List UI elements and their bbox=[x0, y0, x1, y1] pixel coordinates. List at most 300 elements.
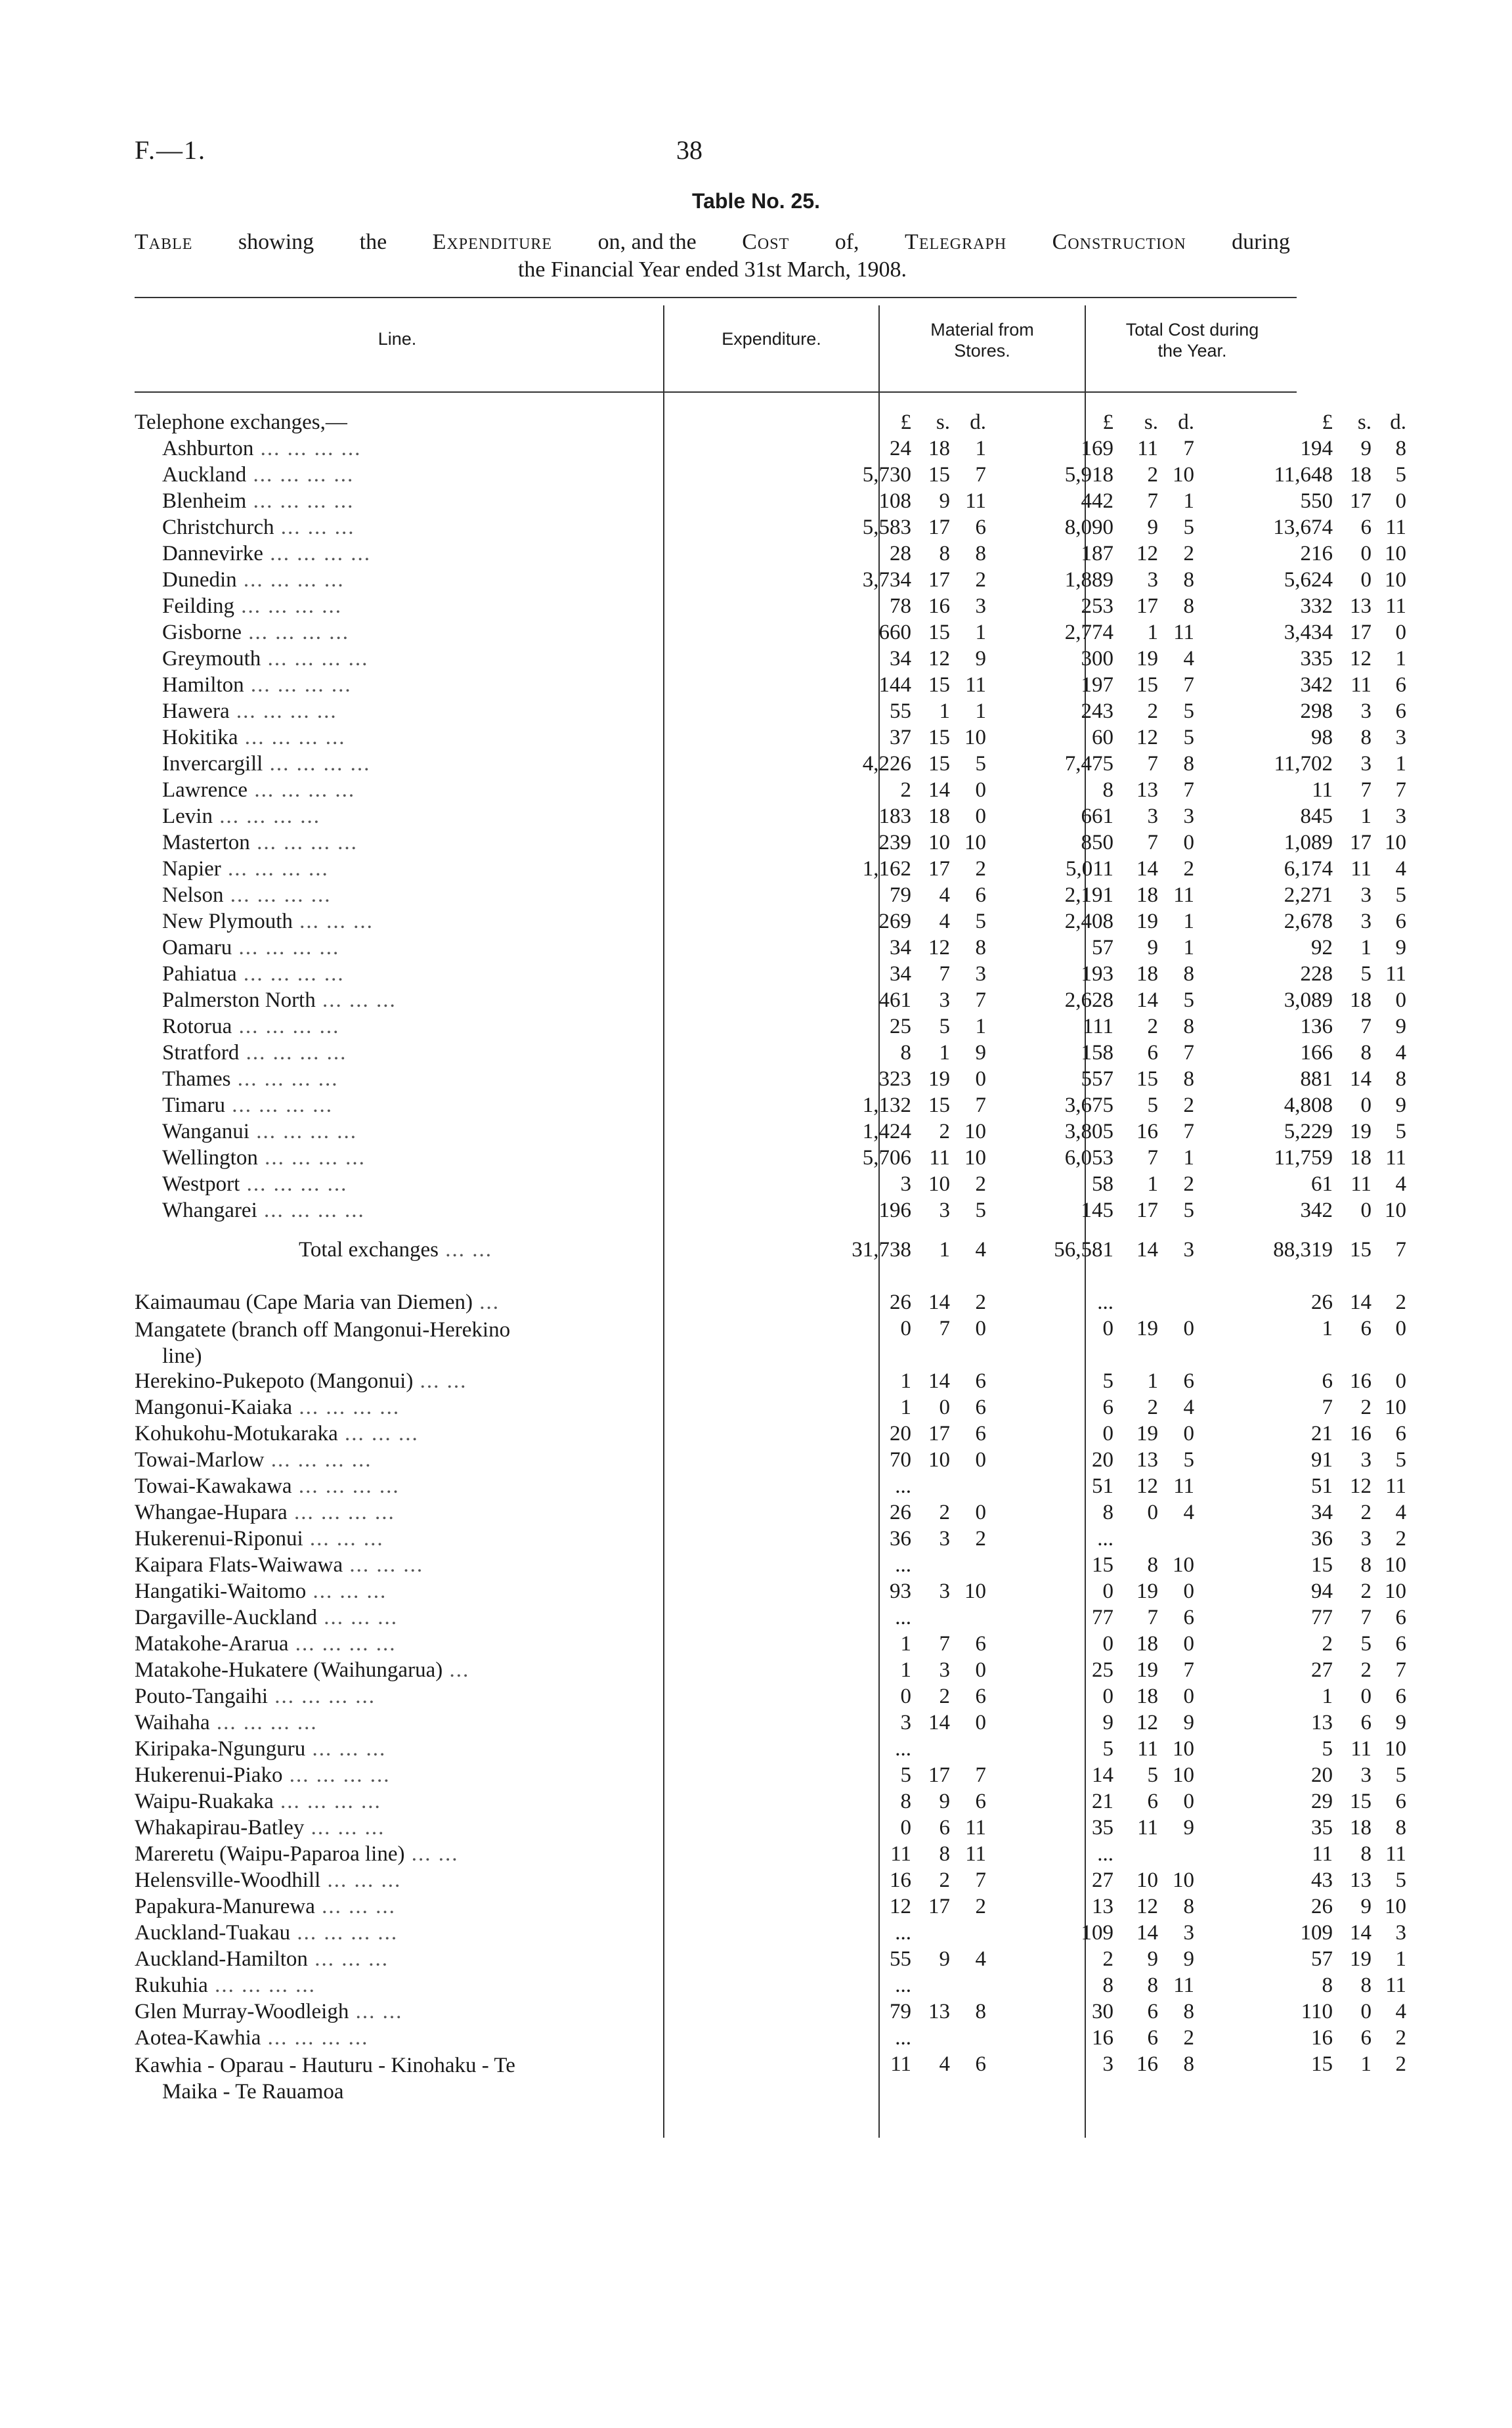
expenditure-value-pence: 5 bbox=[975, 752, 986, 776]
expenditure-value-pounds: 5,706 bbox=[862, 1146, 911, 1170]
expenditure-value-pounds: 3,734 bbox=[862, 568, 911, 592]
material-value-pence: 8 bbox=[1183, 2052, 1194, 2076]
material-value-pounds: 57 bbox=[1092, 936, 1113, 960]
expenditure-value bbox=[666, 988, 998, 1015]
table-row bbox=[135, 2000, 1406, 2026]
expenditure-value-pence: 10 bbox=[964, 1579, 986, 1603]
expenditure-value-pence: 0 bbox=[975, 1658, 986, 1682]
table-row bbox=[135, 988, 1406, 1015]
material-value-pounds: 7,475 bbox=[1064, 752, 1113, 776]
expenditure-value-shillings: 18 bbox=[928, 805, 950, 828]
expenditure-value-pounds: 26 bbox=[890, 1291, 911, 1314]
material-value-pounds: 145 bbox=[1081, 1199, 1113, 1222]
col-header-total-l2: the Year. bbox=[1157, 341, 1227, 361]
total-value-pence: 1 bbox=[1395, 647, 1406, 671]
material-value-pence: 1 bbox=[1183, 1146, 1194, 1170]
leader-dots: ... ... ... bbox=[316, 1606, 398, 1629]
expenditure-value-pence: 7 bbox=[975, 1868, 986, 1892]
total-value bbox=[1215, 988, 1431, 1015]
total-value-pounds: 5,229 bbox=[1284, 1120, 1333, 1143]
expenditure-value bbox=[666, 1172, 998, 1199]
line-label: Matakohe-Hukatere (Waihungarua) bbox=[135, 1658, 443, 1682]
material-value-shillings: 12 bbox=[1136, 726, 1158, 749]
expenditure-value bbox=[666, 1527, 998, 1553]
table-row bbox=[135, 463, 1406, 489]
material-value-pence: 8 bbox=[1183, 1015, 1194, 1038]
table-row bbox=[135, 1606, 1406, 1632]
expenditure-value-pence: 1 bbox=[975, 437, 986, 460]
total-value-pounds: 26 bbox=[1311, 1895, 1333, 1918]
leader-dots: ... ... ... ... bbox=[288, 1632, 397, 1656]
total-value-pounds: 36 bbox=[1311, 1527, 1333, 1551]
expenditure-value-pence: 3 bbox=[975, 594, 986, 618]
expenditure-value-shillings: 17 bbox=[928, 568, 950, 592]
expenditure-value bbox=[666, 1921, 998, 1947]
material-value-pence: 8 bbox=[1183, 568, 1194, 592]
total-value-pounds: 35 bbox=[1311, 1816, 1333, 1840]
expenditure-value-pounds: 70 bbox=[890, 1448, 911, 1472]
unit-labels-pounds: £ bbox=[1322, 410, 1333, 434]
leader-dots: ... ... ... bbox=[306, 1579, 387, 1603]
exchange-name bbox=[135, 1120, 684, 1144]
expenditure-value-pounds: 2 bbox=[900, 778, 911, 802]
line-label: Matakohe-Ararua bbox=[135, 1632, 289, 1656]
expenditure-value-shillings: 12 bbox=[928, 647, 950, 671]
material-value bbox=[1004, 1501, 1208, 1527]
total-value-shillings: 2 bbox=[1360, 1658, 1372, 1682]
total-value-pounds: 91 bbox=[1311, 1448, 1333, 1472]
table-row bbox=[135, 2052, 1406, 2105]
exchange-name bbox=[135, 831, 684, 855]
material-value-pounds: 35 bbox=[1092, 1816, 1113, 1840]
total-value-shillings: 17 bbox=[1350, 831, 1372, 854]
total-value bbox=[1215, 1317, 1431, 1343]
total-value bbox=[1215, 1895, 1431, 1921]
expenditure-value-pounds: 3 bbox=[900, 1711, 911, 1734]
total-value-shillings: 6 bbox=[1360, 2026, 1372, 2050]
total-value bbox=[1215, 647, 1431, 673]
line-label: Helensville-Woodhill bbox=[135, 1868, 321, 1892]
material-value-shillings: 2 bbox=[1147, 1396, 1158, 1419]
expenditure-value bbox=[666, 1711, 998, 1737]
table-row bbox=[135, 2026, 1406, 2052]
material-value-pence: 8 bbox=[1183, 752, 1194, 776]
leader-dots: ... ... ... bbox=[315, 988, 397, 1012]
total-value-pounds: 216 bbox=[1300, 542, 1333, 565]
exchange-label: Feilding bbox=[162, 594, 235, 618]
total-value-shillings: 18 bbox=[1350, 1816, 1372, 1840]
total-value-pounds: 1 bbox=[1322, 1317, 1333, 1340]
expenditure-value bbox=[666, 1448, 998, 1474]
material-value-pence: 5 bbox=[1183, 516, 1194, 539]
leader-dots: ... ... ... ... bbox=[292, 1474, 400, 1498]
total-value-pence: 10 bbox=[1385, 1579, 1406, 1603]
line-name bbox=[135, 1606, 657, 1630]
total-value-shillings: 18 bbox=[1350, 463, 1372, 487]
material-value bbox=[1004, 1737, 1208, 1763]
exchange-name bbox=[135, 988, 684, 1013]
expenditure-value-pounds: 24 bbox=[890, 437, 911, 460]
total-value-shillings: 0 bbox=[1360, 1093, 1372, 1117]
material-value-pence: 4 bbox=[1183, 647, 1194, 671]
total-value-shillings: 3 bbox=[1360, 910, 1372, 933]
expenditure-value bbox=[666, 726, 998, 752]
material-value bbox=[1004, 1093, 1208, 1120]
material-value-shillings: 18 bbox=[1136, 883, 1158, 907]
expenditure-value bbox=[666, 936, 998, 962]
table-row bbox=[135, 1816, 1406, 1842]
expenditure-value-shillings: 14 bbox=[928, 1369, 950, 1393]
line-name bbox=[135, 1658, 657, 1683]
table-title: Table No. 25. bbox=[691, 189, 820, 213]
expenditure-value-pence: 2 bbox=[975, 1895, 986, 1918]
material-value-pence: 4 bbox=[1183, 1396, 1194, 1419]
leader-dots: ... ... ... ... bbox=[207, 1974, 316, 1997]
expenditure-value-shillings: 15 bbox=[928, 752, 950, 776]
total-value bbox=[1215, 437, 1431, 463]
total-value-pence: 4 bbox=[1395, 1501, 1406, 1524]
expenditure-value-pounds: 55 bbox=[890, 1947, 911, 1971]
expenditure-value-pounds: 239 bbox=[878, 831, 911, 854]
leader-dots: ... ... ... ... bbox=[232, 1015, 340, 1038]
total-value-pounds: 109 bbox=[1300, 1921, 1333, 1945]
total-value bbox=[1215, 883, 1431, 910]
material-value-pence: 3 bbox=[1183, 1921, 1194, 1945]
material-value-shillings: 19 bbox=[1136, 647, 1158, 671]
line-name bbox=[135, 1448, 657, 1472]
material-value bbox=[1004, 988, 1208, 1015]
expenditure-value bbox=[666, 1842, 998, 1868]
expenditure-value bbox=[666, 2026, 998, 2052]
material-value-pounds: 2,191 bbox=[1064, 883, 1113, 907]
expenditure-value-shillings: 17 bbox=[928, 857, 950, 881]
expenditure-value bbox=[666, 1041, 998, 1067]
caption-word: Telegraph bbox=[905, 230, 1007, 254]
total-exchanges-label bbox=[135, 1238, 657, 1262]
material-value bbox=[1004, 1291, 1208, 1317]
total-value bbox=[1215, 568, 1431, 594]
leader-dots: ... bbox=[472, 1291, 500, 1314]
material-value bbox=[1004, 1015, 1208, 1041]
total-value-shillings: 1 bbox=[1360, 936, 1372, 960]
total-value-shillings: 3 bbox=[1360, 883, 1372, 907]
total-value bbox=[1215, 1842, 1431, 1868]
table-row bbox=[135, 1238, 1406, 1264]
exchange-label: Wanganui bbox=[162, 1120, 249, 1143]
material-value-pounds: 197 bbox=[1081, 673, 1113, 697]
material-value-shillings: 7 bbox=[1147, 831, 1158, 854]
exchange-name bbox=[135, 1146, 684, 1170]
table-row bbox=[135, 883, 1406, 910]
total-value-shillings: 15 bbox=[1350, 1790, 1372, 1813]
material-value bbox=[1004, 1146, 1208, 1172]
total-value-pence: 0 bbox=[1395, 621, 1406, 644]
expenditure-value-pence: 2 bbox=[975, 568, 986, 592]
expenditure-value bbox=[666, 1291, 998, 1317]
table-row bbox=[135, 1527, 1406, 1553]
table-row bbox=[135, 1448, 1406, 1474]
material-value-shillings: 1 bbox=[1147, 1172, 1158, 1196]
leader-dots: ... ... ... ... bbox=[232, 936, 340, 960]
expenditure-value-pounds: 34 bbox=[890, 936, 911, 960]
material-value-pounds: 0 bbox=[1102, 1632, 1113, 1656]
leader-dots: ... ... ... ... bbox=[268, 1685, 376, 1708]
expenditure-value-pence: 0 bbox=[975, 1317, 986, 1340]
material-value-pounds: 6 bbox=[1102, 1396, 1113, 1419]
material-value-pence: 2 bbox=[1183, 857, 1194, 881]
material-value-pounds: 20 bbox=[1092, 1448, 1113, 1472]
exchange-label: Greymouth bbox=[162, 647, 261, 671]
expenditure-value bbox=[666, 1120, 998, 1146]
expenditure-value-shillings: 18 bbox=[928, 437, 950, 460]
total-value-pence: 0 bbox=[1395, 1317, 1406, 1340]
material-value-pence: 7 bbox=[1183, 778, 1194, 802]
exchange-label: Nelson bbox=[162, 883, 224, 907]
total-value-pence: 11 bbox=[1385, 1974, 1406, 1997]
expenditure-value-pounds: 25 bbox=[890, 1015, 911, 1038]
expenditure-value-pence: 2 bbox=[975, 1172, 986, 1196]
total-value-pence: 7 bbox=[1395, 778, 1406, 802]
table-row bbox=[135, 1737, 1406, 1763]
total-value-pounds: 43 bbox=[1311, 1868, 1333, 1892]
material-value bbox=[1004, 1527, 1208, 1553]
total-value-shillings: 0 bbox=[1360, 1685, 1372, 1708]
expenditure-value-pence: 5 bbox=[975, 1199, 986, 1222]
expenditure-value-pounds: 3 bbox=[900, 1172, 911, 1196]
material-value-shillings: 19 bbox=[1136, 1317, 1158, 1340]
material-value-pounds: 25 bbox=[1092, 1658, 1113, 1682]
leader-dots: ... ... ... ... bbox=[290, 1921, 399, 1945]
leader-dots: ... ... ... ... bbox=[246, 463, 355, 487]
expenditure-value bbox=[666, 1474, 998, 1501]
material-value-pence: 7 bbox=[1183, 1658, 1194, 1682]
material-value-pounds: 557 bbox=[1081, 1067, 1113, 1091]
material-value-pence: 11 bbox=[1173, 1974, 1194, 1997]
material-value-pence: 4 bbox=[1183, 1501, 1194, 1524]
total-value bbox=[1215, 910, 1431, 936]
line-name bbox=[135, 1685, 657, 1709]
line-name bbox=[135, 1974, 657, 1998]
total-value bbox=[1215, 1474, 1431, 1501]
line-label-continued: Maika - Te Rauamoa bbox=[162, 2080, 344, 2104]
expenditure-value-pounds: ... bbox=[895, 1474, 911, 1498]
total-value-pence: 10 bbox=[1385, 1737, 1406, 1761]
expenditure-value-pence: 8 bbox=[975, 542, 986, 565]
total-value-pounds: 332 bbox=[1300, 594, 1333, 618]
expenditure-value-pounds: 79 bbox=[890, 883, 911, 907]
total-value bbox=[1215, 1199, 1431, 1225]
total-value-pounds: 34 bbox=[1311, 1501, 1333, 1524]
leader-dots: ... ... ... bbox=[292, 910, 374, 933]
expenditure-value-pounds: 196 bbox=[878, 1199, 911, 1222]
table-row bbox=[135, 1199, 1406, 1225]
total-value bbox=[1215, 1868, 1431, 1895]
total-value-pence: 2 bbox=[1395, 2026, 1406, 2050]
total-value-pounds: 298 bbox=[1300, 699, 1333, 723]
expenditure-value bbox=[666, 1763, 998, 1790]
expenditure-value-pounds: 1,162 bbox=[862, 857, 911, 881]
total-value-shillings: 1 bbox=[1360, 805, 1372, 828]
total-value-pounds: 98 bbox=[1311, 726, 1333, 749]
material-value bbox=[1004, 1041, 1208, 1067]
total-value-shillings: 8 bbox=[1360, 1974, 1372, 1997]
leader-dots: ... ... ... ... bbox=[249, 831, 358, 854]
line-label: Rukuhia bbox=[135, 1974, 208, 1997]
material-value bbox=[1004, 1711, 1208, 1737]
material-value bbox=[1004, 1199, 1208, 1225]
line-name bbox=[135, 1369, 657, 1394]
material-value-pence: 7 bbox=[1183, 437, 1194, 460]
table-row bbox=[135, 936, 1406, 962]
table-row bbox=[135, 1146, 1406, 1172]
material-value-shillings: 6 bbox=[1147, 1041, 1158, 1065]
expenditure-value-pence: 7 bbox=[975, 988, 986, 1012]
exchange-name bbox=[135, 726, 684, 750]
expenditure-value-shillings: 17 bbox=[928, 516, 950, 539]
material-value bbox=[1004, 1396, 1208, 1422]
expenditure-value-pounds: 0 bbox=[900, 1685, 911, 1708]
total-value-pence: 6 bbox=[1395, 1685, 1406, 1708]
caption-word: Cost bbox=[742, 230, 790, 254]
expenditure-value-pence: 1 bbox=[975, 621, 986, 644]
material-value bbox=[1004, 1369, 1208, 1396]
expenditure-value-shillings: 9 bbox=[939, 1790, 950, 1813]
caption-word: Expenditure bbox=[432, 230, 553, 254]
line-name bbox=[135, 1396, 657, 1420]
exchange-label: Hawera bbox=[162, 699, 230, 723]
total-value-pence: 5 bbox=[1395, 1763, 1406, 1787]
expenditure-value-pence: 10 bbox=[964, 1146, 986, 1170]
total-value bbox=[1215, 752, 1431, 778]
total-value-pence: 7 bbox=[1395, 1658, 1406, 1682]
total-value-shillings: 9 bbox=[1360, 437, 1372, 460]
material-value-pence: 5 bbox=[1183, 699, 1194, 723]
total-value-pounds: 2,271 bbox=[1284, 883, 1333, 907]
exchange-name bbox=[135, 910, 684, 934]
material-value-pence: 10 bbox=[1173, 1763, 1194, 1787]
line-label: Waihaha bbox=[135, 1711, 210, 1734]
unit-labels-pence: d. bbox=[1178, 410, 1194, 434]
material-value-pounds: 8 bbox=[1102, 1501, 1113, 1524]
expenditure-value-shillings: 2 bbox=[939, 1685, 950, 1708]
total-value bbox=[1215, 542, 1431, 568]
material-value-shillings: 0 bbox=[1147, 1501, 1158, 1524]
expenditure-value bbox=[666, 1146, 998, 1172]
material-value-pounds: 9 bbox=[1102, 1711, 1113, 1734]
total-value-shillings: 8 bbox=[1360, 726, 1372, 749]
leader-dots: ... ... ... ... bbox=[238, 726, 346, 749]
table-row bbox=[135, 1685, 1406, 1711]
total-value-shillings: 16 bbox=[1350, 1422, 1372, 1446]
expenditure-value-pence: 6 bbox=[975, 1685, 986, 1708]
total-value-pounds: 3,089 bbox=[1284, 988, 1333, 1012]
total-value-pence: 11 bbox=[1385, 962, 1406, 986]
expenditure-value-shillings: 0 bbox=[939, 1396, 950, 1419]
total-value-pounds: 194 bbox=[1300, 437, 1333, 460]
material-value bbox=[1004, 778, 1208, 805]
expenditure-value bbox=[666, 1790, 998, 1816]
line-name bbox=[135, 1291, 657, 1315]
material-value-pounds: 51 bbox=[1092, 1474, 1113, 1498]
expenditure-value bbox=[666, 437, 998, 463]
total-value bbox=[1215, 831, 1431, 857]
exchange-label: Wellington bbox=[162, 1146, 258, 1170]
expenditure-value-pounds: 1,424 bbox=[862, 1120, 911, 1143]
table-row bbox=[135, 1067, 1406, 1093]
material-value-pounds: ... bbox=[1097, 1527, 1113, 1551]
exchange-label: Dannevirke bbox=[162, 542, 263, 565]
expenditure-value-shillings: 9 bbox=[939, 489, 950, 513]
total-value-pounds: 5 bbox=[1322, 1737, 1333, 1761]
material-value-shillings: 18 bbox=[1136, 1632, 1158, 1656]
total-value-shillings: 18 bbox=[1350, 988, 1372, 1012]
expenditure-value-shillings: 3 bbox=[939, 1579, 950, 1603]
material-value bbox=[1004, 1606, 1208, 1632]
expenditure-value bbox=[666, 489, 998, 516]
total-exchanges-total bbox=[1215, 1238, 1431, 1264]
leader-dots: ... ... ... ... bbox=[221, 857, 329, 881]
total-exchanges-material-shillings: 14 bbox=[1136, 1238, 1158, 1262]
total-value bbox=[1215, 1947, 1431, 1974]
exchange-name bbox=[135, 883, 684, 908]
table-row bbox=[135, 1369, 1406, 1396]
total-value bbox=[1215, 1553, 1431, 1579]
total-value-shillings: 6 bbox=[1360, 1711, 1372, 1734]
total-value-pence: 11 bbox=[1385, 1842, 1406, 1866]
total-value-shillings: 14 bbox=[1350, 1921, 1372, 1945]
leader-dots: ... ... ... ... bbox=[241, 621, 349, 644]
total-value bbox=[1215, 936, 1431, 962]
expenditure-value-pounds: 1 bbox=[900, 1369, 911, 1393]
total-value-pounds: 881 bbox=[1300, 1067, 1333, 1091]
expenditure-value-pounds: 5,730 bbox=[862, 463, 911, 487]
material-value bbox=[1004, 1422, 1208, 1448]
material-value-pence: 5 bbox=[1183, 726, 1194, 749]
material-value-pence: 3 bbox=[1183, 805, 1194, 828]
material-value-shillings: 17 bbox=[1136, 594, 1158, 618]
expenditure-value bbox=[666, 568, 998, 594]
material-value-pence: 8 bbox=[1183, 1895, 1194, 1918]
total-value bbox=[1215, 1632, 1431, 1658]
expenditure-value bbox=[666, 1868, 998, 1895]
line-label: Auckland-Tuakau bbox=[135, 1921, 291, 1945]
line-name bbox=[135, 1921, 657, 1945]
line-label: Kaimaumau (Cape Maria van Diemen) bbox=[135, 1291, 473, 1314]
material-value-pence: 11 bbox=[1173, 883, 1194, 907]
expenditure-value bbox=[666, 2052, 998, 2079]
material-value-pence: 8 bbox=[1183, 1067, 1194, 1091]
total-value-pence: 9 bbox=[1395, 936, 1406, 960]
total-value-pounds: 342 bbox=[1300, 1199, 1333, 1222]
material-value-shillings: 9 bbox=[1147, 936, 1158, 960]
expenditure-value-pounds: ... bbox=[895, 1737, 911, 1761]
expenditure-value bbox=[666, 962, 998, 988]
expenditure-value-pounds: 4,226 bbox=[862, 752, 911, 776]
material-value-pounds: 169 bbox=[1081, 437, 1113, 460]
exchange-label: Thames bbox=[162, 1067, 231, 1091]
leader-dots: ... ... bbox=[349, 2000, 403, 2023]
expenditure-value-pounds: 11 bbox=[890, 1842, 911, 1866]
leader-dots: ... ... ... ... bbox=[263, 542, 371, 565]
line-label-continued: line) bbox=[162, 1344, 202, 1368]
total-value-shillings: 5 bbox=[1360, 962, 1372, 986]
total-value-pounds: 92 bbox=[1311, 936, 1333, 960]
material-value-pence: 0 bbox=[1183, 1685, 1194, 1708]
expenditure-value bbox=[666, 1553, 998, 1579]
table-row bbox=[135, 647, 1406, 673]
total-value-pence: 2 bbox=[1395, 2052, 1406, 2076]
material-value-shillings: 12 bbox=[1136, 1711, 1158, 1734]
